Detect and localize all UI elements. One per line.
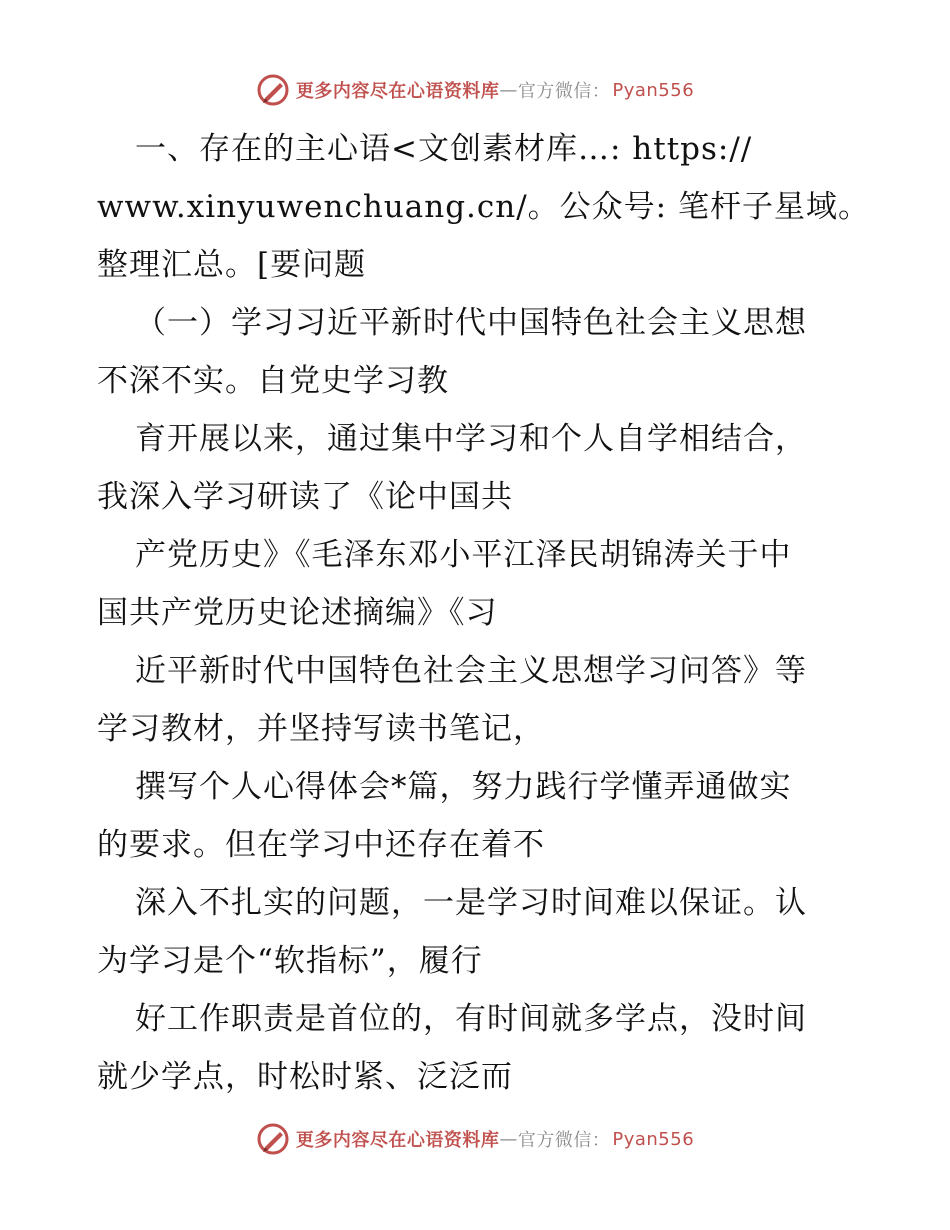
text-line: 近平新时代中国特色社会主义思想学习问答》等 (135, 653, 807, 689)
banner-main-text: 更多内容尽在心语资料库 (295, 1130, 500, 1151)
text-line: 不深不实。自党史学习教 (97, 363, 449, 399)
document-body (97, 120, 870, 1106)
text-line: 一、存在的主心语<文创素材库…: https:// (135, 131, 753, 167)
banner-sub-text: 官方微信： (517, 1130, 611, 1151)
banner-wechat-id: Pyan556 (612, 79, 695, 101)
text-line: （一）学习习近平新时代中国特色社会主义思想 (135, 305, 807, 341)
text-line: 的要求。但在学习中还存在着不 (97, 827, 545, 863)
text-line: 产党历史》《毛泽东邓小平江泽民胡锦涛关于中 (135, 537, 792, 573)
text-line: 整理汇总。[要问题 (97, 247, 367, 283)
text-line: 撰写个人心得体会*篇，努力践行学懂弄通做实 (135, 769, 792, 805)
banner-wechat-id: Pyan556 (612, 1128, 695, 1150)
footer-banner (0, 1117, 950, 1161)
pen-circle-logo-icon (256, 1122, 290, 1156)
banner-separator: — (499, 79, 518, 101)
pen-circle-logo-icon (256, 73, 290, 107)
banner-separator: — (499, 1128, 518, 1150)
header-banner (0, 68, 950, 112)
text-line: 好工作职责是首位的，有时间就多学点，没时间 (135, 1001, 807, 1037)
text-line: 就少学点，时松时紧、泛泛而 (97, 1059, 513, 1095)
text-line: 国共产党历史论述摘编》《习 (97, 595, 498, 631)
text-line: www.xinyuwenchuang.cn/。公众号: 笔杆子星域。 (97, 189, 870, 225)
text-line: 我深入学习研读了《论中国共 (97, 479, 513, 515)
banner-sub-text: 官方微信： (517, 81, 611, 102)
text-line: 为学习是个“软指标”，履行 (97, 943, 483, 979)
banner-main-text: 更多内容尽在心语资料库 (295, 81, 500, 102)
text-line: 学习教材，并坚持写读书笔记， (97, 711, 545, 747)
text-line: 育开展以来，通过集中学习和个人自学相结合， (135, 421, 807, 457)
text-line: 深入不扎实的问题，一是学习时间难以保证。认 (135, 885, 807, 921)
